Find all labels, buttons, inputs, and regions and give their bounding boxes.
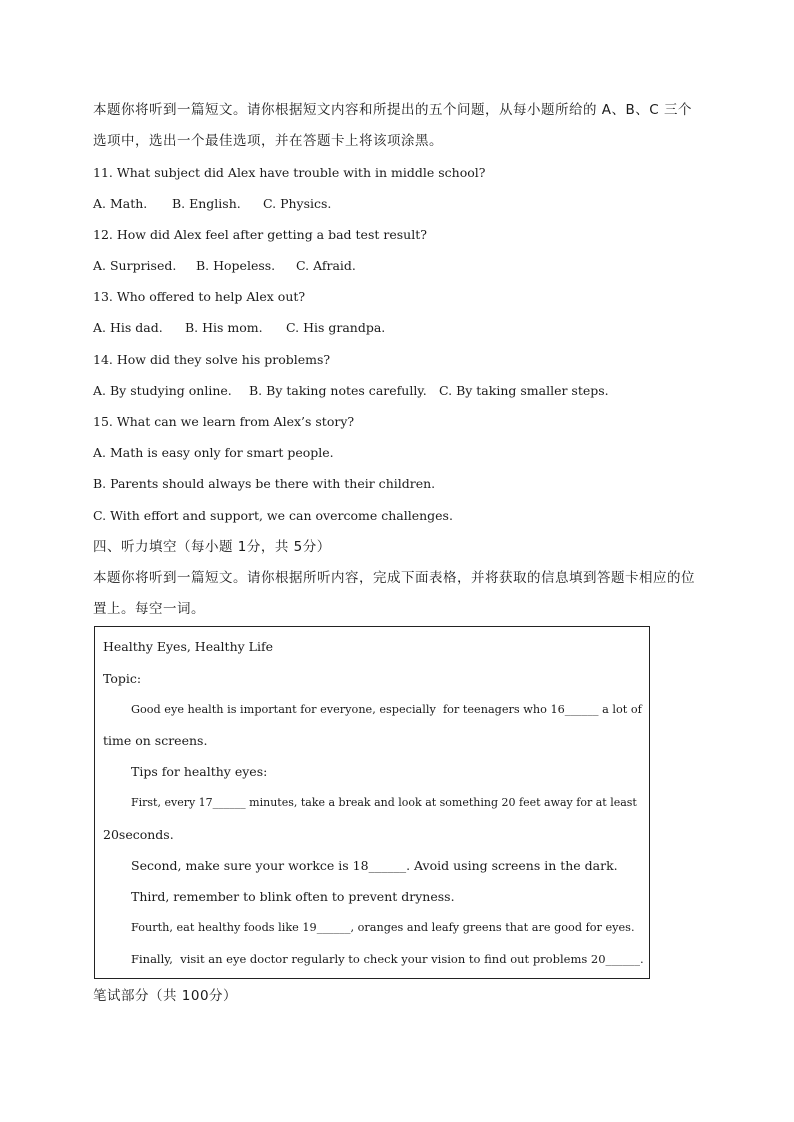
question-15-option-b: B. Parents should always be there with their children.: [93, 476, 436, 491]
table-title: Healthy Eyes, Healthy Life: [103, 639, 273, 654]
question-12-option-c: C. Afraid.: [296, 258, 356, 273]
question-13-option-b: B. His mom.: [185, 320, 263, 335]
table-topic-line-2: time on screens.: [103, 733, 208, 748]
listening-intro-line-2: 选项中，选出一个最佳选项，并在答题卡上将该项涂黑。: [93, 133, 443, 149]
table-tips-label: Tips for healthy eyes:: [131, 764, 268, 779]
section-4-intro-line-1: 本题你将听到一篇短文。请你根据所听内容，完成下面表格，并将获取的信息填到答题卡相应的位: [93, 570, 695, 586]
table-topic-label: Topic:: [103, 671, 142, 686]
question-11: 11. What subject did Alex have trouble with in middle school?: [93, 165, 486, 180]
question-14: 14. How did they solve his problems?: [93, 352, 331, 367]
question-11-option-c: C. Physics.: [263, 196, 332, 211]
question-13-option-c: C. His grandpa.: [286, 320, 386, 335]
section-4-heading: 四、听力填空（每小题 1分，共 5分）: [93, 539, 331, 555]
question-15-option-c: C. With effort and support, we can overcome challenges.: [93, 508, 453, 523]
table-tip-5: Finally, visit an eye doctor regularly to check your vision to find out problems 20______.: [131, 952, 644, 966]
question-13-option-a: A. His dad.: [93, 320, 163, 335]
question-14-option-c: C. By taking smaller steps.: [439, 383, 609, 398]
table-tip-4: Fourth, eat healthy foods like 19______, oranges and leafy greens that are good for eyes.: [131, 921, 635, 934]
question-12-option-a: A. Surprised.: [93, 258, 177, 273]
table-topic-line-1: Good eye health is important for everyone, especially for teenagers who 16______ a lot of: [131, 703, 642, 716]
table-tip-3: Third, remember to blink often to prevent dryness.: [131, 889, 455, 904]
question-11-option-a: A. Math.: [93, 196, 148, 211]
question-13: 13. Who offered to help Alex out?: [93, 289, 306, 304]
question-11-option-b: B. English.: [172, 196, 241, 211]
section-4-intro-line-2: 置上。每空一词。: [93, 601, 205, 617]
question-15-option-a: A. Math is easy only for smart people.: [93, 445, 334, 460]
question-14-option-a: A. By studying online.: [93, 383, 232, 398]
written-part-heading: 笔试部分（共 100分）: [93, 988, 238, 1004]
question-15: 15. What can we learn from Alex’s story?: [93, 414, 355, 429]
listening-intro-line-1: 本题你将听到一篇短文。请你根据短文内容和所提出的五个问题，从每小题所给的 A、B、C 三个: [93, 102, 693, 118]
table-tip-1-line-1: First, every 17______ minutes, take a break and look at something 20 feet away for at least: [131, 796, 637, 809]
question-12-option-b: B. Hopeless.: [196, 258, 276, 273]
question-12: 12. How did Alex feel after getting a bad test result?: [93, 227, 427, 242]
question-14-option-b: B. By taking notes carefully.: [249, 383, 427, 398]
fill-in-table: [94, 626, 650, 979]
table-tip-2: Second, make sure your workce is 18______. Avoid using screens in the dark.: [131, 858, 618, 873]
table-tip-1-line-2: 20seconds.: [103, 827, 174, 842]
